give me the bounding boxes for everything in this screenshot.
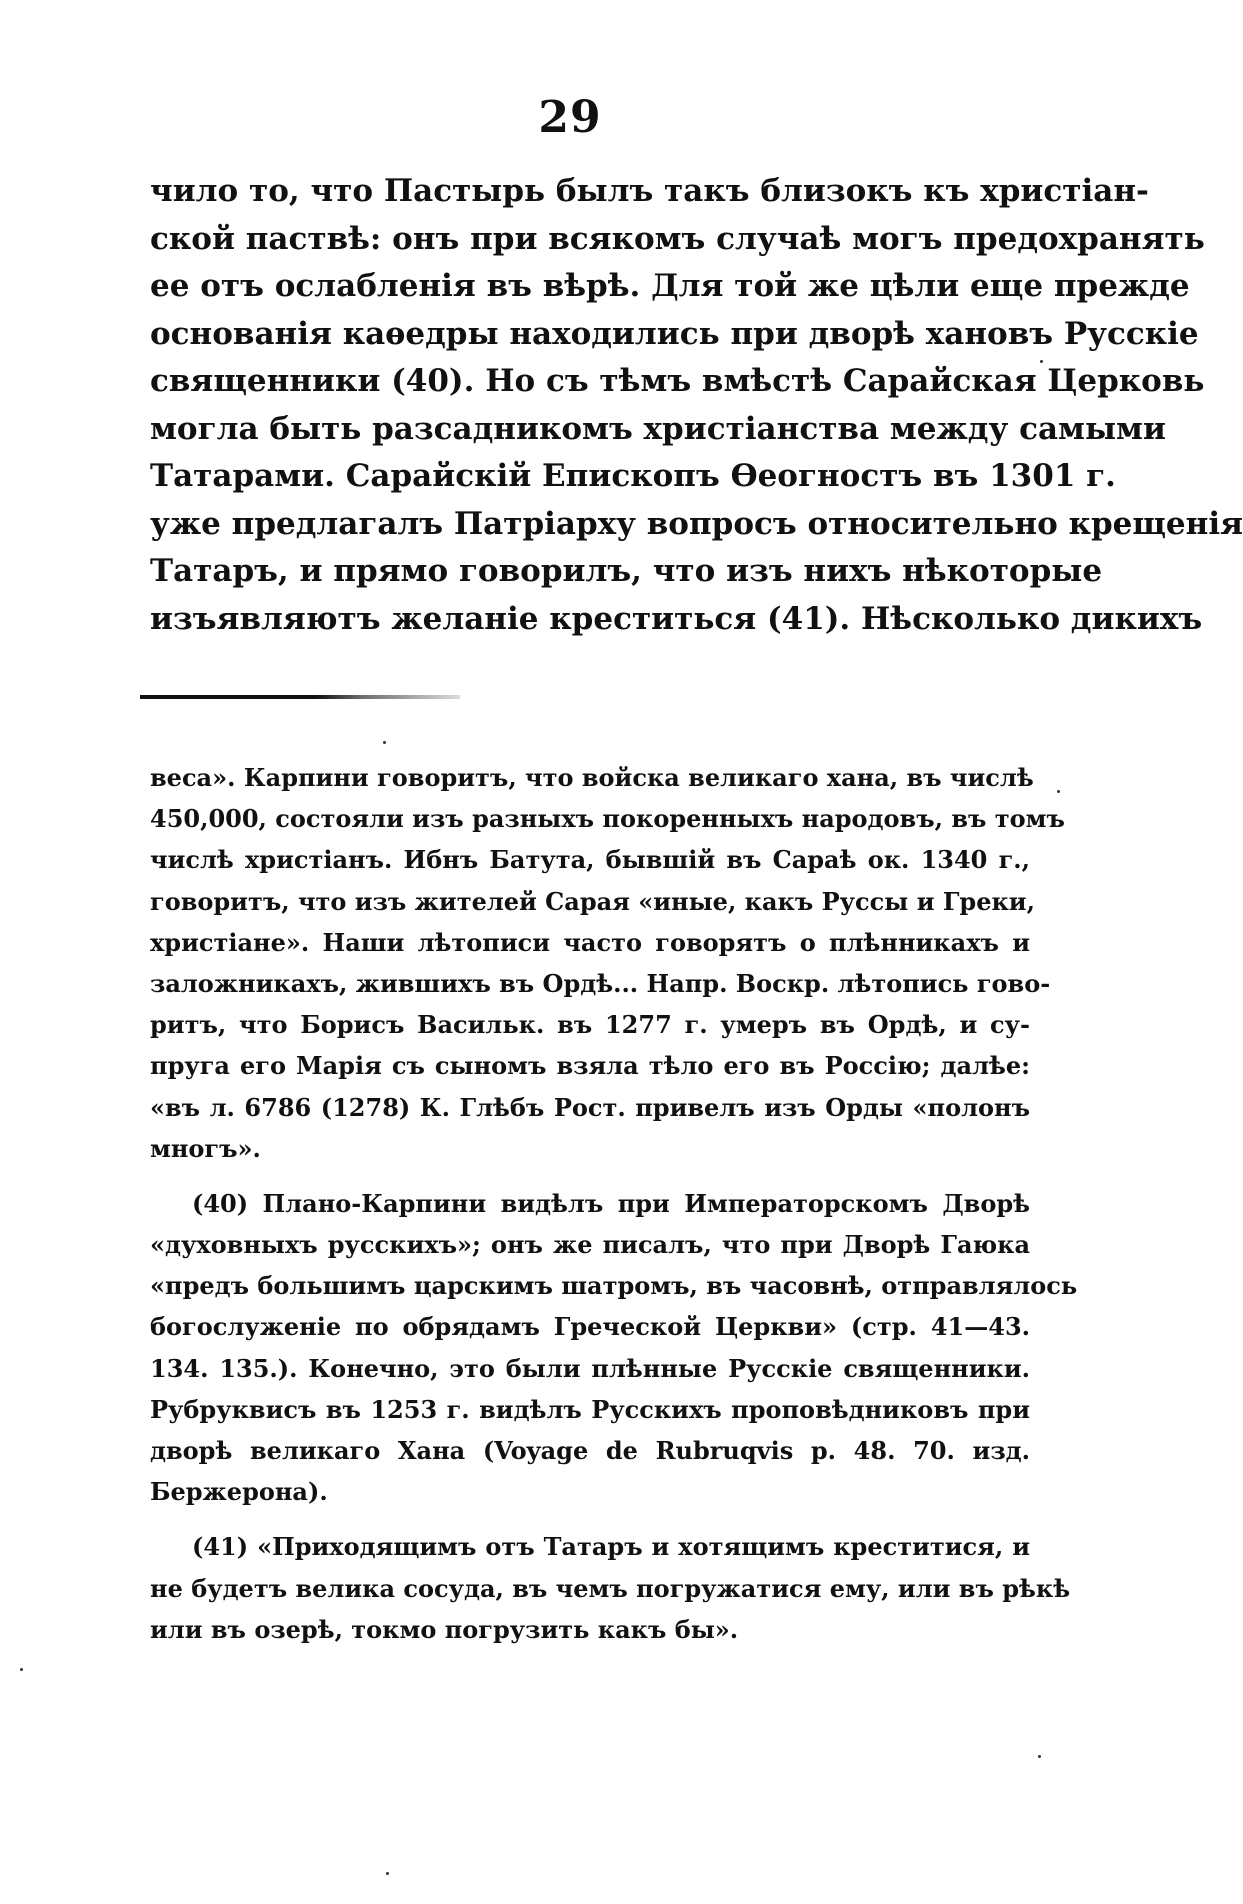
footnote-line: дворѣ великаго Хана (Voyage de Rubruqvis p. 48. 70. изд.: [150, 1436, 1030, 1465]
footnote-line: (41) «Приходящимъ отъ Татаръ и хотящимъ креститися, и: [192, 1532, 1030, 1562]
page-number: 29: [538, 92, 602, 143]
main-text-line: изъявляютъ желаніе креститься (41). Нѣсколько дикихъ: [150, 600, 1203, 637]
footnote-line: христіане». Наши лѣтописи часто говорятъ о плѣнникахъ и: [150, 927, 1030, 957]
footnote-line: 450,000, состояли изъ разныхъ покоренныхъ народовъ, въ томъ: [150, 804, 1065, 834]
main-text-line: ее отъ ослабленія въ вѣрѣ. Для той же цѣли еще прежде: [150, 268, 1190, 304]
footnote-line: богослуженіе по обрядамъ Греческой Церкви» (стр. 41—43.: [150, 1312, 1030, 1342]
footnote-line: Бержерона).: [150, 1477, 328, 1507]
footnote-line: или въ озерѣ, токмо погрузить какъ бы».: [150, 1614, 739, 1644]
footnote-line: «въ л. 6786 (1278) К. Глѣбъ Рост. привелъ изъ Орды «полонъ: [150, 1092, 1030, 1122]
footnote-line: многъ».: [150, 1133, 261, 1163]
main-text: [150, 168, 1243, 643]
footnote-continuation: [150, 757, 1065, 1169]
footnote-40: [150, 1183, 1078, 1513]
main-text-line: уже предлагалъ Патріарху вопросъ относительно крещенія: [150, 505, 1243, 542]
footnote-line: (40) Плано-Карпини видѣлъ при Императорскомъ Дворѣ: [192, 1188, 1030, 1218]
footnotes: [150, 757, 1078, 1650]
footnote-line: «предъ большимъ царскимъ шатромъ, въ часовнѣ, отправлялось: [150, 1271, 1078, 1301]
footnote-line: не будетъ велика сосуда, въ чемъ погружатися ему, или въ рѣкѣ: [150, 1573, 1071, 1603]
scan-speck: [1040, 360, 1043, 363]
footnote-line: ритъ, что Борисъ Васильк. въ 1277 г. умеръ въ Ордѣ, и су-: [150, 1010, 1030, 1040]
scan-speck: [386, 1872, 389, 1875]
footnote-divider: [140, 695, 460, 699]
footnote-line: 134. 135.). Конечно, это были плѣнные Русскіе священники.: [150, 1353, 1030, 1383]
main-text-line: ской паствѣ: онъ при всякомъ случаѣ могъ предохранять: [150, 220, 1205, 257]
footnote-line: Рубруквисъ въ 1253 г. видѣлъ Русскихъ проповѣдниковъ при: [150, 1394, 1030, 1424]
footnote-line: числѣ христіанъ. Ибнъ Батута, бывшій въ Сараѣ ок. 1340 г.,: [150, 845, 1030, 875]
scan-speck: [1038, 1755, 1041, 1758]
main-text-line: Татарами. Сарайскій Епископъ Ѳеогностъ въ 1301 г.: [150, 458, 1116, 494]
main-text-line: могла быть разсадникомъ христіанства между самыми: [150, 410, 1166, 447]
scan-speck: [383, 741, 386, 744]
scan-speck: [20, 1668, 23, 1671]
footnote-line: веса». Карпини говоритъ, что войска великаго хана, въ числѣ: [150, 763, 1034, 792]
main-text-line: Татаръ, и прямо говорилъ, что изъ нихъ нѣкоторые: [150, 553, 1103, 589]
scan-speck: [1057, 790, 1060, 793]
main-text-line: священники (40). Но съ тѣмъ вмѣстѣ Сарайская Церковь: [150, 363, 1205, 399]
footnote-line: пруга его Марія съ сыномъ взяла тѣло его въ Россію; далѣе:: [150, 1051, 1030, 1081]
footnote-line: заложникахъ, жившихъ въ Ордѣ... Напр. Воскр. лѣтопись гово-: [150, 968, 1051, 998]
main-text-line: основанія каѳедры находились при дворѣ хановъ Русскіе: [150, 315, 1199, 352]
main-text-line: чило то, что Пастырь былъ такъ близокъ къ христіан-: [150, 173, 1149, 209]
footnote-line: «духовныхъ русскихъ»; онъ же писалъ, что при Дворѣ Гаюка: [150, 1230, 1030, 1260]
footnote-line: говоритъ, что изъ жителей Сарая «иные, какъ Руссы и Греки,: [150, 886, 1035, 916]
footnote-41: [150, 1526, 1071, 1650]
